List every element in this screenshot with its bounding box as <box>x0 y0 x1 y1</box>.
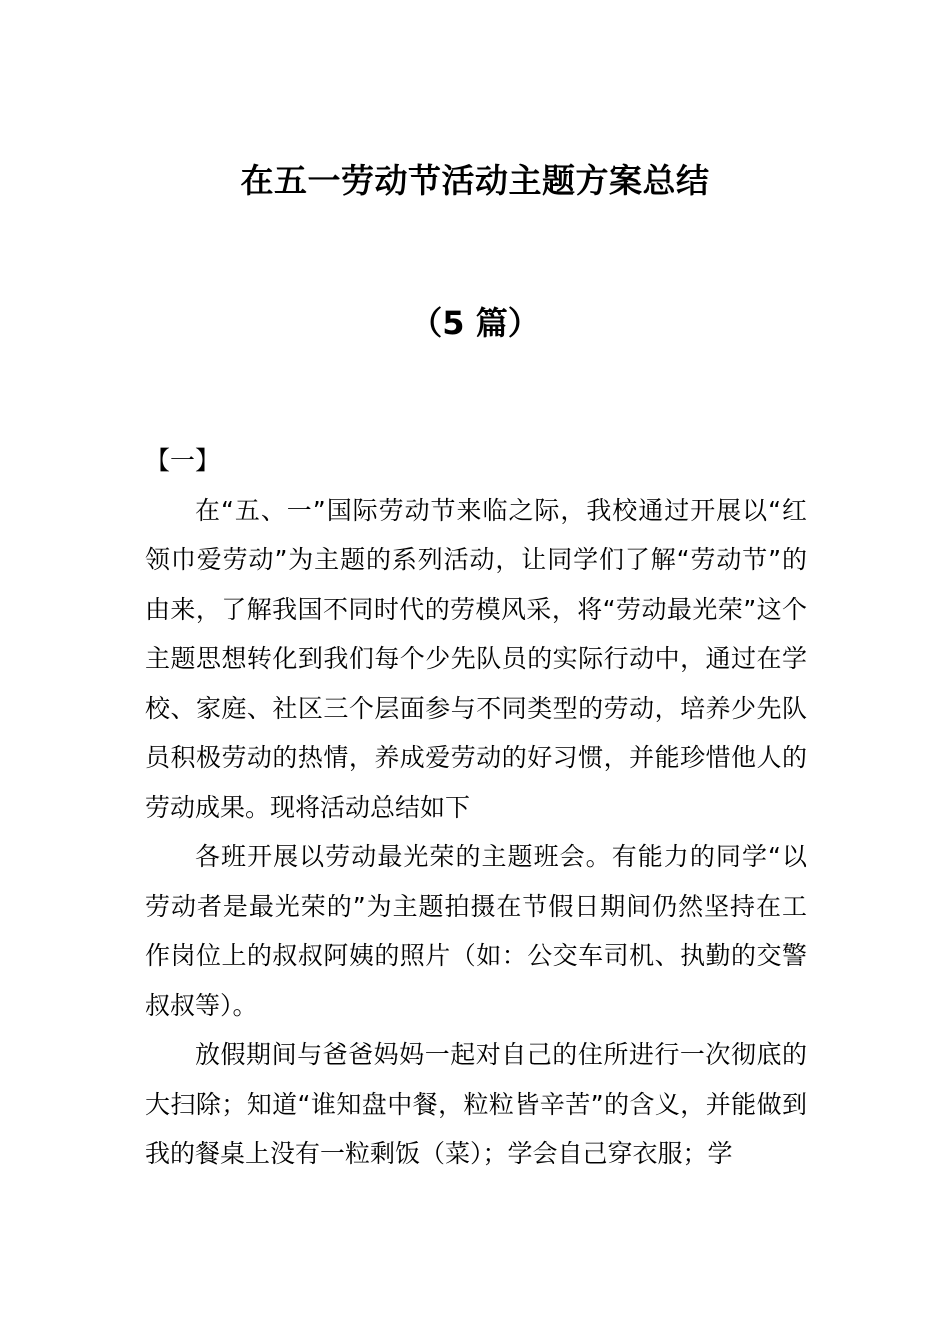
document-body <box>145 436 807 1179</box>
paragraph-2: 各班开展以劳动最光荣的主题班会。有能力的同学“以劳动者是最光荣的”为主题拍摄在节假日期间仍然坚持在工作岗位上的叔叔阿姨的照片（如：公交车司机、执勤的交警叔叔等）。 <box>145 842 807 1020</box>
document-subtitle: （5 篇） <box>410 304 540 342</box>
paragraph-1: 在“五、一”国际劳动节来临之际，我校通过开展以“红领巾爱劳动”为主题的系列活动，让同学们了解“劳动节”的由来，了解我国不同时代的劳模风采，将“劳动最光荣”这个主题思想转化到我们每个少先队员的实际行动中，通过在学校、家庭、社区三个层面参与不同类型的劳动，培养少先队员积极劳动的热情，养成爱劳动的好习惯，并能珍惜他人的劳动成果。现将活动总结如下 <box>145 495 807 822</box>
document-title: 在五一劳动节活动主题方案总结 <box>240 161 710 200</box>
section-heading: 【一】 <box>145 446 221 475</box>
paragraph-3: 放假期间与爸爸妈妈一起对自己的住所进行一次彻底的大扫除；知道“谁知盘中餐，粒粒皆辛苦”的含义，并能做到我的餐桌上没有一粒剩饭（菜）；学会自己穿衣服；学 <box>145 1040 807 1168</box>
